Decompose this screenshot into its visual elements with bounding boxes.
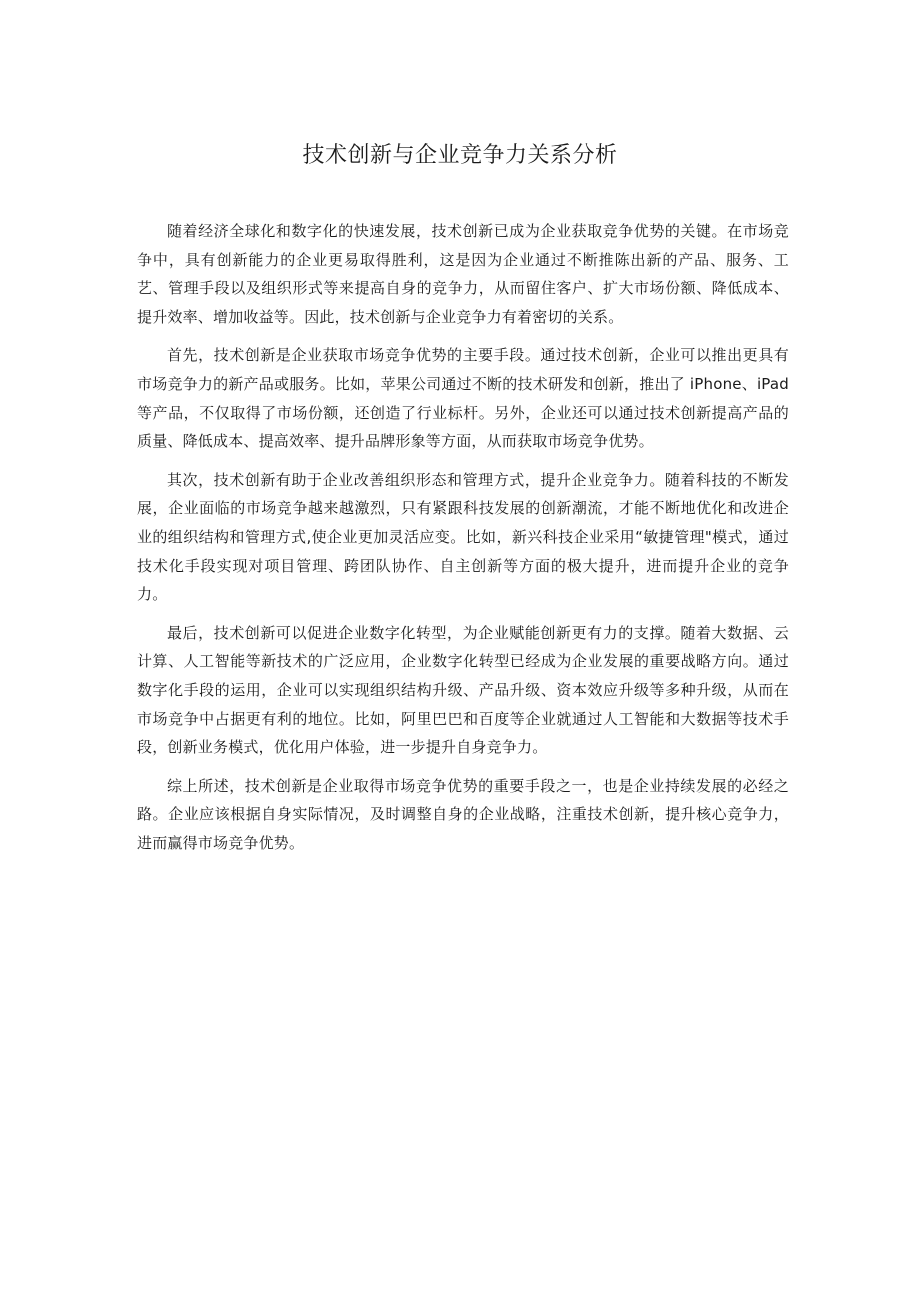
paragraph-second-point: 其次，技术创新有助于企业改善组织形态和管理方式，提升企业竞争力。随着科技的不断发展，企业面临的市场竞争越来越激烈，只有紧跟科技发展的创新潮流，才能不断地优化和改进企业的组织结构和管理方式,使企业更加灵活应变。比如，新兴科技企业采用“敏捷管理"模式，通过技术化手段实现对项目管理、跨团队协作、自主创新等方面的极大提升，进而提升企业的竞争力。	[137, 470, 789, 604]
document-title: 技术创新与企业竞争力关系分析	[302, 143, 618, 168]
paragraph-intro: 随着经济全球化和数字化的快速发展，技术创新已成为企业获取竞争优势的关键。在市场竞争中，具有创新能力的企业更易取得胜利，这是因为企业通过不断推陈出新的产品、服务、工艺、管理手段以及组织形式等来提高自身的竞争力，从而留住客户、扩大市场份额、降低成本、提升效率、增加收益等。因此，技术创新与企业竞争力有着密切的关系。	[137, 222, 789, 326]
document-body	[137, 217, 789, 867]
paragraph-first-point: 首先，技术创新是企业获取市场竞争优势的主要手段。通过技术创新，企业可以推出更具有市场竞争力的新产品或服务。比如，苹果公司通过不断的技术研发和创新，推出了 iPhone、iPad 等产品，不仅取得了市场份额，还创造了行业标杆。另外，企业还可以通过技术创新提高产品的质量、降低成本、提高效率、提升品牌形象等方面，从而获取市场竞争优势。	[137, 346, 789, 451]
paragraph-conclusion: 综上所述，技术创新是企业取得市场竞争优势的重要手段之一，也是企业持续发展的必经之路。企业应该根据自身实际情况，及时调整自身的企业战略，注重技术创新，提升核心竞争力，进而赢得市场竞争优势。	[137, 776, 789, 852]
paragraph-third-point: 最后，技术创新可以促进企业数字化转型，为企业赋能创新更有力的支撑。随着大数据、云计算、人工智能等新技术的广泛应用，企业数字化转型已经成为企业发展的重要战略方向。通过数字化手段的运用，企业可以实现组织结构升级、产品升级、资本效应升级等多种升级，从而在市场竞争中占据更有利的地位。比如，阿里巴巴和百度等企业就通过人工智能和大数据等技术手段，创新业务模式，优化用户体验，进一步提升自身竞争力。	[137, 623, 789, 757]
